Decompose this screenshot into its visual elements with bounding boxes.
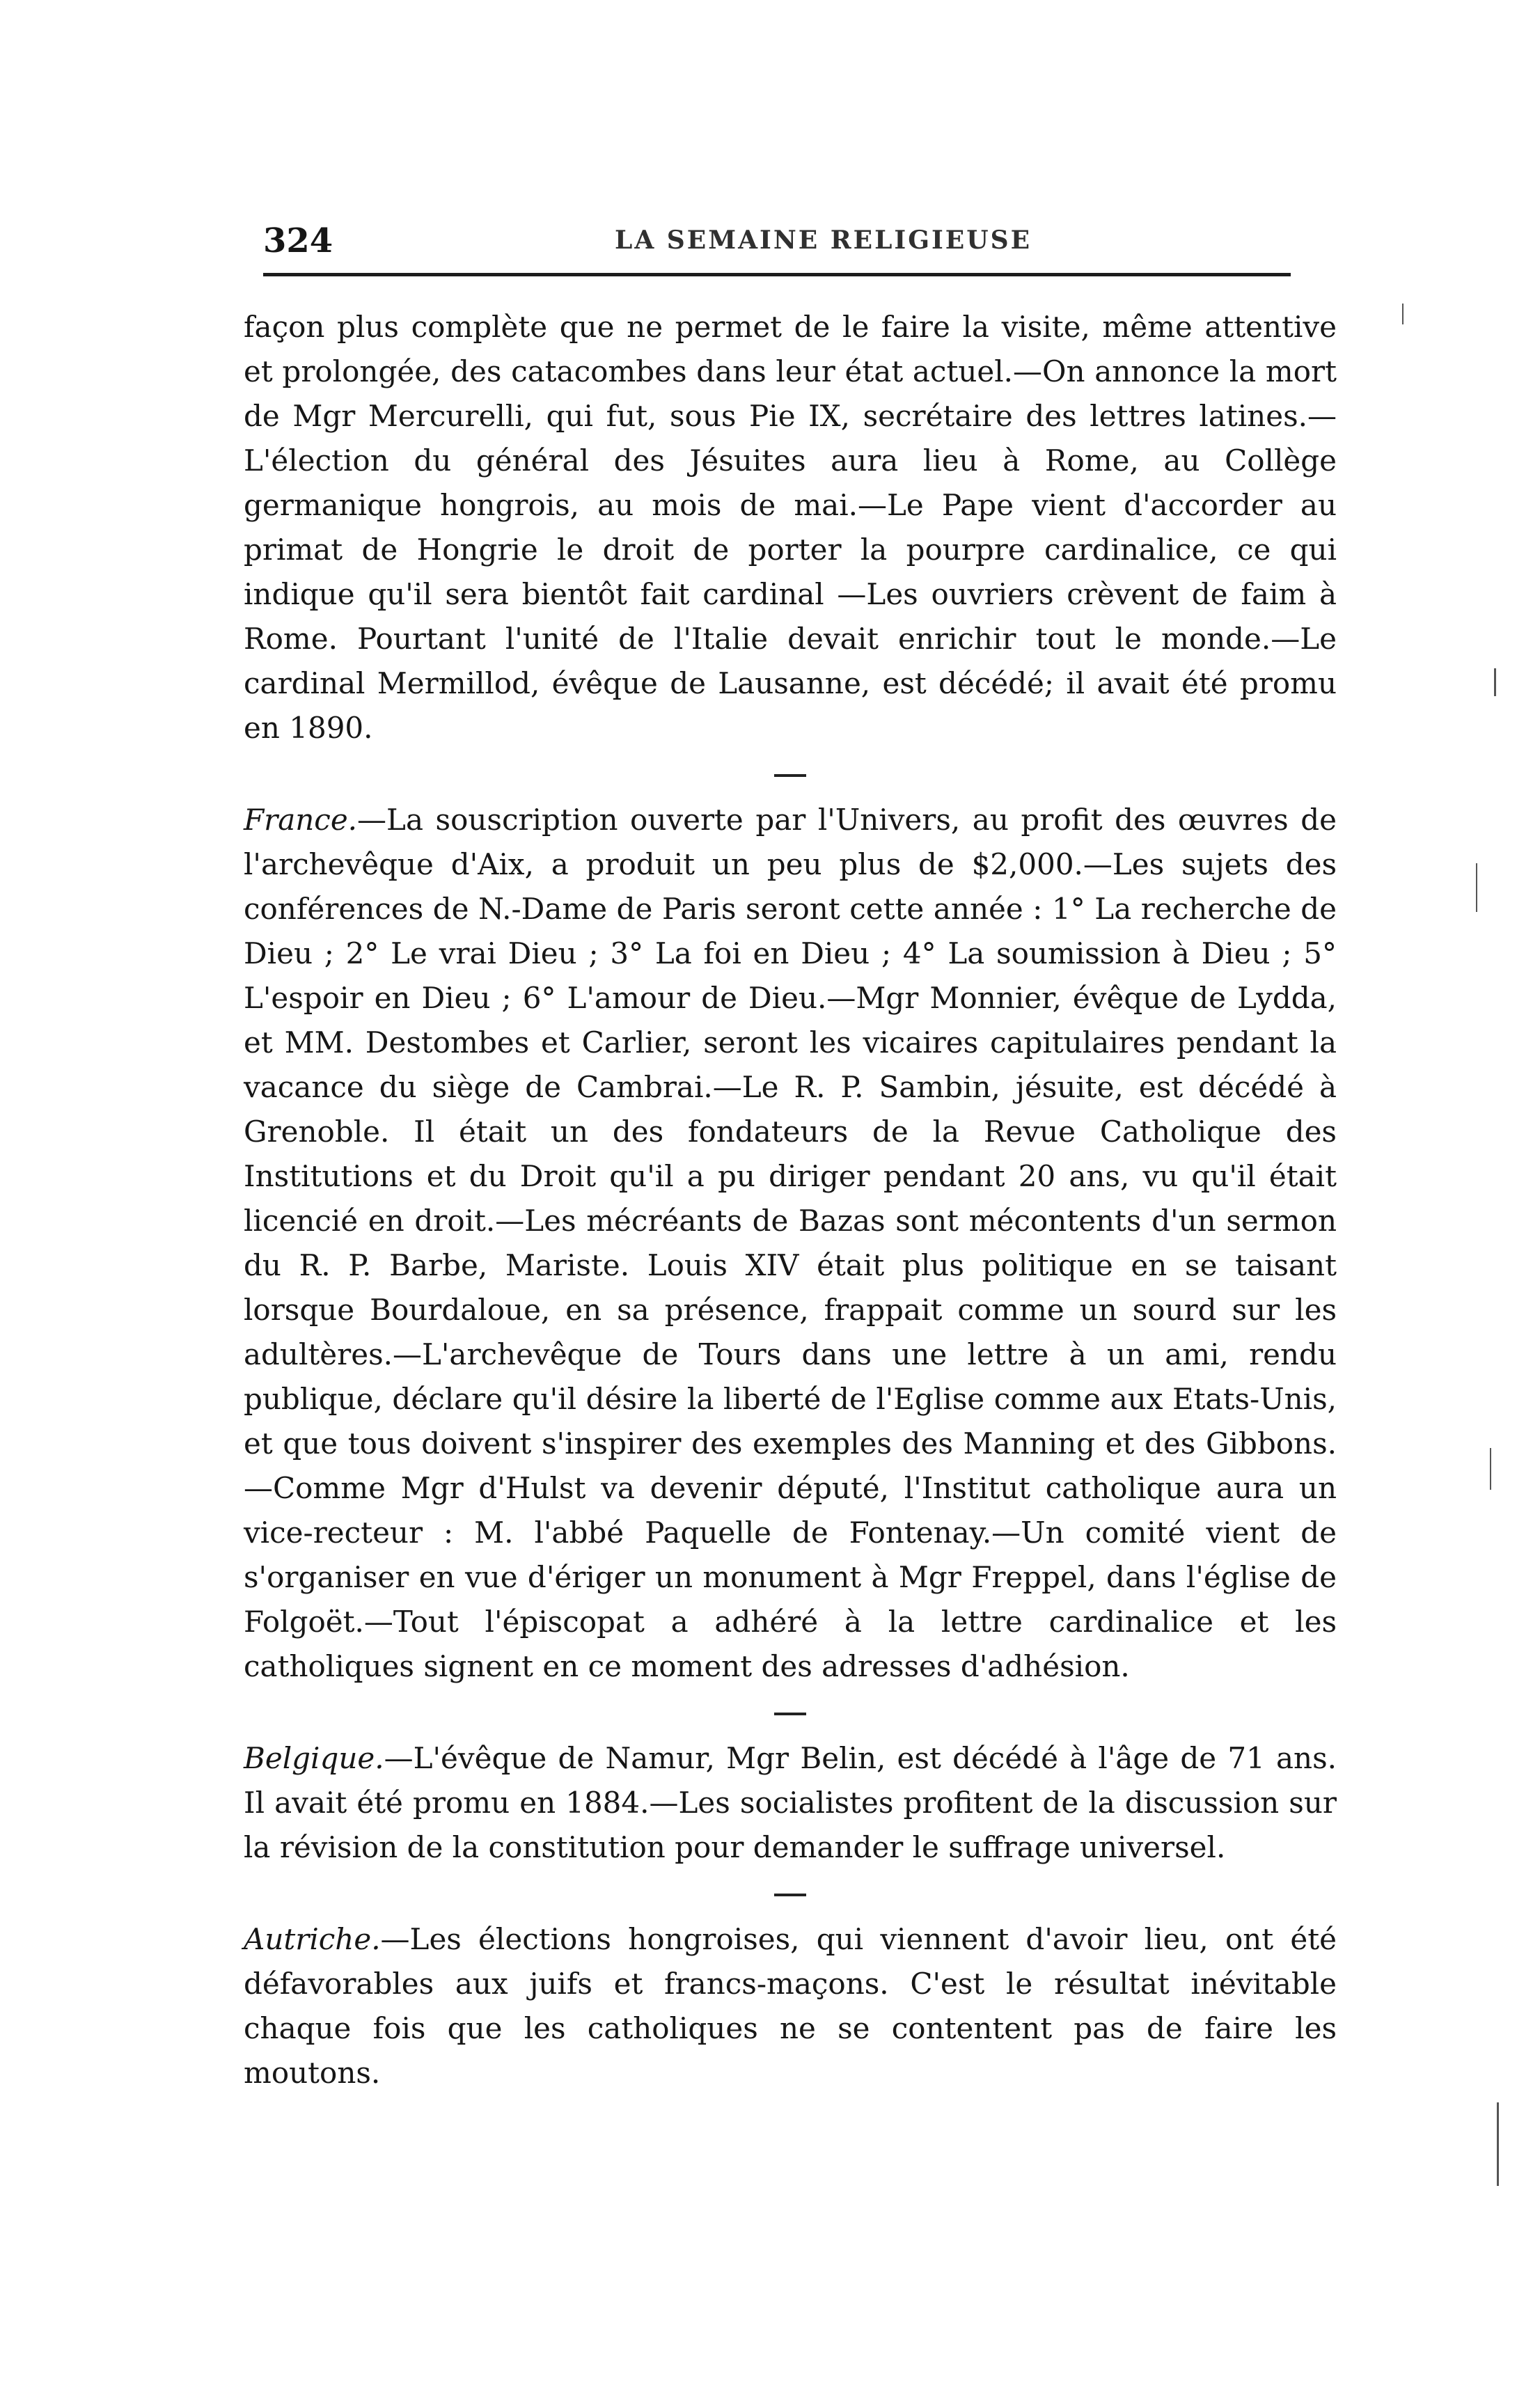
scan-mark — [1402, 304, 1404, 324]
page-number: 324 — [263, 221, 333, 260]
article-body — [244, 305, 1337, 2095]
section-belgique-heading: Belgique. — [244, 1741, 384, 1775]
running-title: LA SEMAINE RELIGIEUSE — [615, 226, 1032, 255]
section-autriche — [244, 1917, 1337, 2095]
section-france-text: —La souscription ouverte par l'Univers, au profit des œuvres de l'archevêque d'Aix, a produit un peu plus de $2,000.—Les sujets des conférences de N.-Dame de Paris seront cette année : 1° La recherche de Dieu ; 2° Le vrai Dieu ; 3° La foi en Dieu ; 4° La soumission à Dieu ; 5° L'espoir en Dieu ; 6° L'amour de Dieu.—Mgr Monnier, évêque de Lydda, et MM. Destombes et Carlier, seront les vicaires capitulaires pendant la vacance du siège de Cambrai.—Le R. P. Sambin, jésuite, est décédé à Grenoble. Il était un des fondateurs de la Revue Catholique des Institutions et du Droit qu'il a pu diriger pendant 20 ans, vu qu'il était licencié en droit.—Les mécréants de Bazas sont mécontents d'un sermon du R. P. Barbe, Mariste. Louis XIV était plus politique en se taisant lorsque Bourdaloue, en sa présence, frappait comme un sourd sur les adultères.—L'archevêque de Tours dans une lettre à un ami, rendu publique, déclare qu'il désire la liberté de l'Eglise comme aux Etats-Unis, et que tous doivent s'inspirer des exemples des Manning et des Gibbons.—Comme Mgr d'Hulst va devenir député, l'Institut catholique aura un vice-recteur : M. l'abbé Paquelle de Fontenay.—Un comité vient de s'organiser en vue d'ériger un monument à Mgr Freppel, dans l'église de Folgoët.—Tout l'épiscopat a adhéré à la lettre cardinalice et les catholiques signent en ce moment des adresses d'adhésion. — [244, 803, 1337, 1683]
section-separator — [774, 774, 806, 777]
section-autriche-heading: Autriche. — [244, 1922, 381, 1956]
section-france-heading: France. — [244, 803, 358, 837]
scan-mark — [1476, 863, 1477, 912]
section-intro-text: façon plus complète que ne permet de le faire la visite, même attentive et prolongée, des catacombes dans leur état actuel.—On annonce la mort de Mgr Mercurelli, qui fut, sous Pie IX, secrétaire des lettres latines.—L'élection du général des Jésuites aura lieu à Rome, au Collège germanique hongrois, au mois de mai.—Le Pape vient d'accorder au primat de Hongrie le droit de porter la pourpre cardinalice, ce qui indique qu'il sera bientôt fait cardinal —Les ouvriers crèvent de faim à Rome. Pourtant l'unité de l'Italie devait enrichir tout le monde.—Le cardinal Mermillod, évêque de Lausanne, est décédé; il avait été promu en 1890. — [244, 310, 1337, 745]
section-autriche-text: —Les élections hongroises, qui viennent d'avoir lieu, ont été défavorables aux juifs et francs-maçons. C'est le résultat inévitable chaque fois que les catholiques ne se contentent pas de faire les moutons. — [244, 1922, 1337, 2090]
header-rule — [263, 273, 1291, 276]
section-belgique-text: —L'évêque de Namur, Mgr Belin, est décédé à l'âge de 71 ans. Il avait été promu en 1884.—Les socialistes profitent de la discussion sur la révision de la constitution pour demander le suffrage universel. — [244, 1741, 1337, 1864]
scan-mark — [1497, 2102, 1499, 2186]
page-header — [263, 217, 1291, 280]
section-separator — [774, 1713, 806, 1715]
section-intro — [244, 305, 1337, 750]
section-france — [244, 798, 1337, 1689]
section-separator — [774, 1894, 806, 1896]
scan-mark — [1494, 668, 1496, 696]
section-belgique — [244, 1736, 1337, 1870]
scan-mark — [1490, 1448, 1491, 1490]
